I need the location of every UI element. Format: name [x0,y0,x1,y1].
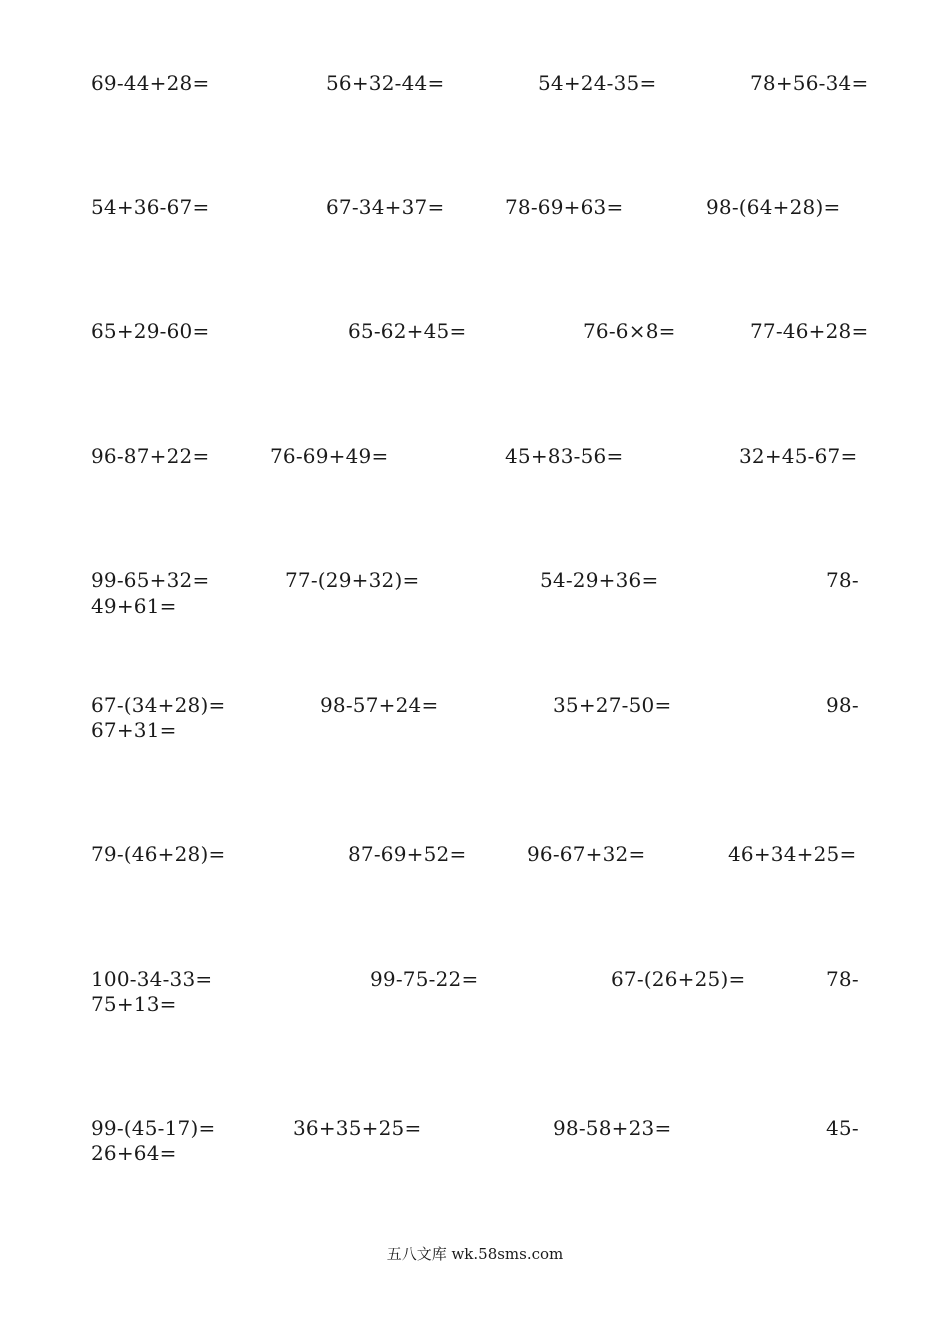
problem: 99-75-22= [370,967,479,991]
problem-wrap: 75+13= [91,992,177,1016]
problem: 98-(64+28)= [706,195,841,219]
problem: 87-69+52= [348,842,467,866]
problem: 98- [826,693,859,717]
problem: 96-87+22= [91,444,210,468]
problem: 45+83-56= [505,444,624,468]
problem: 67-(34+28)= [91,693,226,717]
problem: 67-(26+25)= [611,967,746,991]
problem: 45- [826,1116,859,1140]
problem: 35+27-50= [553,693,672,717]
problem: 76-6×8= [583,319,676,343]
problem-wrap: 67+31= [91,718,177,742]
problem: 77-46+28= [750,319,869,343]
problem: 54+36-67= [91,195,210,219]
problem: 98-57+24= [320,693,439,717]
problem: 79-(46+28)= [91,842,226,866]
problem: 76-69+49= [270,444,389,468]
problem: 65-62+45= [348,319,467,343]
problem: 46+34+25= [728,842,857,866]
problem: 99-65+32= [91,568,210,592]
problem: 65+29-60= [91,319,210,343]
problem: 54+24-35= [538,71,657,95]
problem: 32+45-67= [739,444,858,468]
problem: 100-34-33= [91,967,213,991]
problem: 78- [826,967,859,991]
problem: 77-(29+32)= [285,568,420,592]
problem: 96-67+32= [527,842,646,866]
problem: 99-(45-17)= [91,1116,216,1140]
problem: 36+35+25= [293,1116,422,1140]
problem-wrap: 49+61= [91,594,177,618]
footer-watermark: 五八文库 wk.58sms.com [386,1245,564,1263]
problem: 98-58+23= [553,1116,672,1140]
problem: 78-69+63= [505,195,624,219]
problem: 78- [826,568,859,592]
problem-wrap: 26+64= [91,1141,177,1165]
problem: 67-34+37= [326,195,445,219]
problem: 69-44+28= [91,71,210,95]
problem: 56+32-44= [326,71,445,95]
problem: 54-29+36= [540,568,659,592]
problem: 78+56-34= [750,71,869,95]
